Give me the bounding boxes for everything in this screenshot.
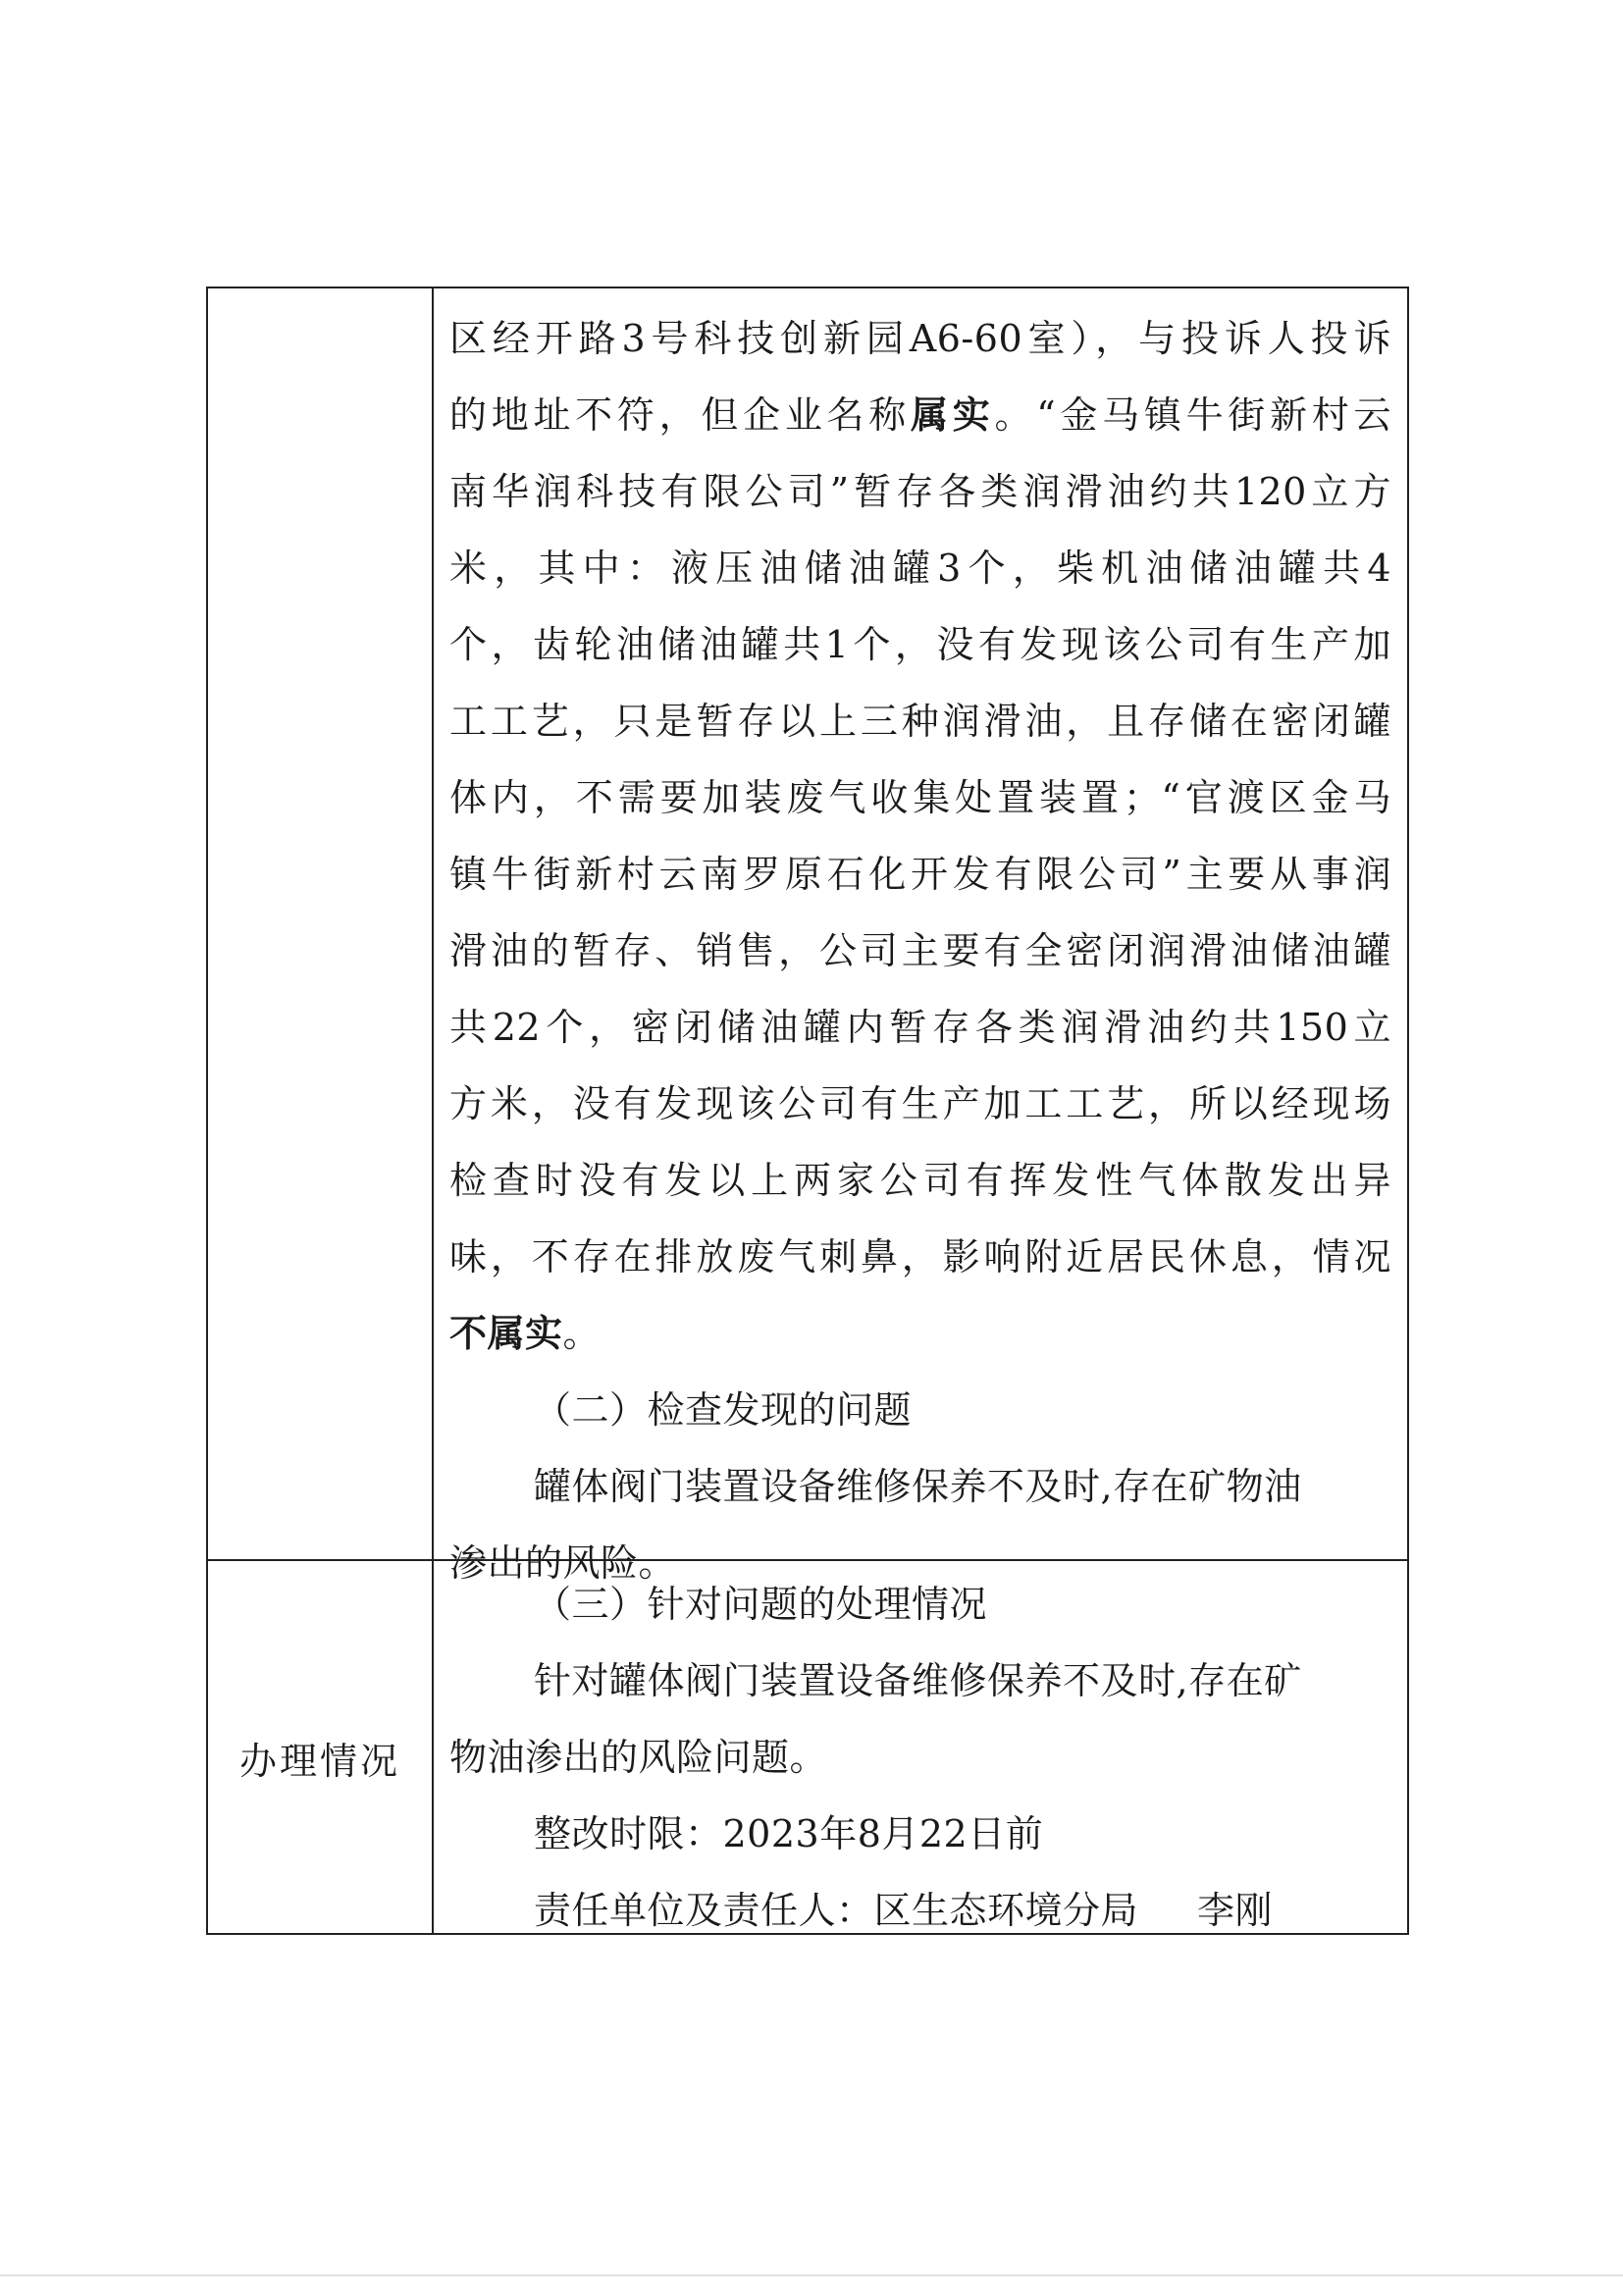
findings-line-5: 个，齿轮油储油罐共1个，没有发现该公司有生产加 — [449, 623, 1391, 666]
section-3-heading: （三）针对问题的处理情况 — [534, 1583, 988, 1626]
findings-line-9: 滑油的暂存、销售，公司主要有全密闭润滑油储油罐 — [449, 929, 1391, 972]
section-2-text-line-2: 渗出的风险。 — [449, 1541, 677, 1585]
section-2-text-line-1: 罐体阀门装置设备维修保养不及时,存在矿物油 — [534, 1465, 1302, 1508]
findings-cell — [449, 300, 1391, 1601]
scan-edge — [0, 2274, 1623, 2276]
findings-line-2: 的地址不符，但企业名称属实。“金马镇牛街新村云 — [449, 392, 1391, 437]
findings-line-6: 工工艺，只是暂存以上三种润滑油，且存储在密闭罐 — [449, 700, 1391, 743]
findings-line-12: 检查时没有发以上两家公司有挥发性气体散发出异 — [449, 1159, 1391, 1202]
findings-line-7: 体内，不需要加装废气收集处置装置；“官渡区金马 — [449, 776, 1391, 819]
findings-line-8: 镇牛街新村云南罗原石化开发有限公司”主要从事润 — [449, 853, 1391, 896]
section-3-text-line-2: 物油渗出的风险问题。 — [449, 1736, 828, 1779]
responsible-person: 李刚 — [1197, 1889, 1274, 1932]
responsible-line: 责任单位及责任人：区生态环境分局 李刚 — [534, 1889, 1274, 1932]
findings-line-1: 区经开路3号科技创新园A6-60室），与投诉人投诉 — [449, 317, 1391, 360]
deadline-line: 整改时限：2023年8月22日前 — [534, 1812, 1044, 1855]
section-3-text-line-1: 针对罐体阀门装置设备维修保养不及时,存在矿 — [534, 1659, 1302, 1702]
verdict-true: 属实 — [911, 392, 995, 437]
row-label-handling: 办理情况 — [238, 1740, 400, 1783]
column-divider — [432, 288, 434, 1933]
findings-line-3: 南华润科技有限公司”暂存各类润滑油约共120立方 — [449, 470, 1391, 513]
findings-line-10: 共22个，密闭储油罐内暂存各类润滑油约共150立 — [449, 1006, 1391, 1049]
handling-cell — [449, 1566, 1391, 1949]
findings-line-14: 不属实。 — [449, 1311, 602, 1355]
findings-line-4: 米，其中：液压油储油罐3个，柴机油储油罐共4 — [449, 547, 1391, 590]
verdict-false: 不属实 — [449, 1311, 563, 1355]
section-2-heading: （二）检查发现的问题 — [534, 1388, 913, 1432]
findings-line-11: 方米，没有发现该公司有生产加工工艺，所以经现场 — [449, 1082, 1391, 1125]
findings-line-13: 味，不存在排放废气刺鼻，影响附近居民休息，情况 — [449, 1235, 1391, 1278]
case-table — [206, 287, 1409, 1935]
